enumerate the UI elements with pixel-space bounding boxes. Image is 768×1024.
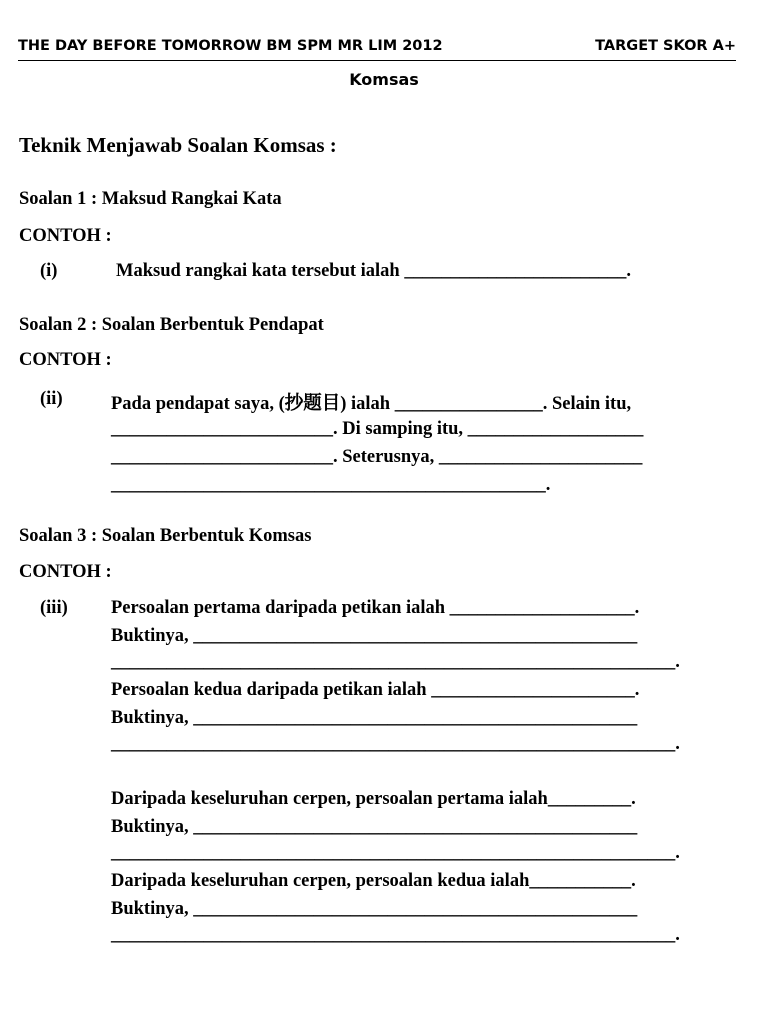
answer-line: _____________________________________________________________. xyxy=(111,843,680,863)
answer-line: _______________________________________________. xyxy=(111,475,551,495)
answer-line: ________________________. Seterusnya, ______________________ xyxy=(111,447,643,467)
answer-line: ________________________. Di samping itu, ___________________ xyxy=(111,419,644,439)
page-header xyxy=(18,38,736,61)
answer-line: _____________________________________________________________. xyxy=(111,925,680,945)
question-1-heading: Soalan 1 : Maksud Rangkai Kata xyxy=(19,189,282,209)
answer-line: Persoalan pertama daripada petikan ialah ____________________. xyxy=(111,598,640,618)
header-title: THE DAY BEFORE TOMORROW BM SPM MR LIM 2012 xyxy=(18,38,443,54)
header-target: TARGET SKOR A+ xyxy=(595,38,736,54)
answer-line: Daripada keseluruhan cerpen, persoalan kedua ialah___________. xyxy=(111,871,636,891)
answer-line: Daripada keseluruhan cerpen, persoalan pertama ialah_________. xyxy=(111,789,636,809)
section-subtitle: Komsas xyxy=(349,70,419,89)
question-2-heading: Soalan 2 : Soalan Berbentuk Pendapat xyxy=(19,315,324,335)
answer-line: _____________________________________________________________. xyxy=(111,652,680,672)
answer-line: Buktinya, ________________________________________________ xyxy=(111,899,638,919)
answer-line: _____________________________________________________________. xyxy=(111,734,680,754)
question-2-number: (ii) xyxy=(40,389,63,409)
question-3-contoh-label: CONTOH : xyxy=(19,562,112,582)
answer-line: Persoalan kedua daripada petikan ialah ______________________. xyxy=(111,680,640,700)
answer-line: Buktinya, ________________________________________________ xyxy=(111,817,638,837)
question-1-number: (i) xyxy=(40,261,58,281)
question-2-contoh-label: CONTOH : xyxy=(19,350,112,370)
answer-line: Pada pendapat saya, (抄题目) ialah ________________. Selain itu, xyxy=(111,394,632,414)
answer-line: Buktinya, ________________________________________________ xyxy=(111,708,638,728)
question-3-number: (iii) xyxy=(40,598,68,618)
question-1-contoh-label: CONTOH : xyxy=(19,226,112,246)
answer-line: Maksud rangkai kata tersebut ialah ________________________. xyxy=(116,261,631,281)
question-3-heading: Soalan 3 : Soalan Berbentuk Komsas xyxy=(19,526,312,546)
page-title: Teknik Menjawab Soalan Komsas : xyxy=(19,133,337,157)
answer-line: Buktinya, ________________________________________________ xyxy=(111,626,638,646)
